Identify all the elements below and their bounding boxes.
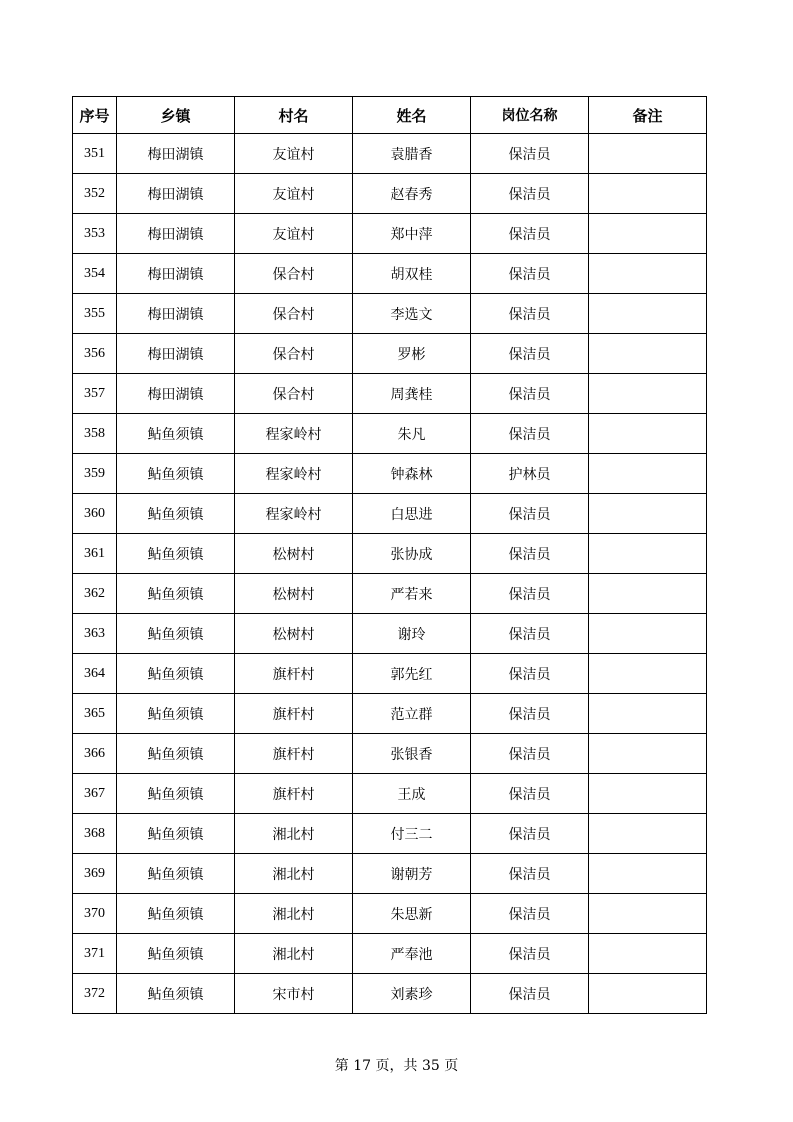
cell-town: 鲇鱼须镇	[117, 734, 235, 774]
table-row	[73, 774, 707, 814]
cell-index: 362	[73, 574, 117, 614]
cell-name: 白思进	[353, 494, 471, 534]
cell-index: 359	[73, 454, 117, 494]
cell-remarks	[589, 494, 707, 534]
cell-index: 356	[73, 334, 117, 374]
table-row	[73, 854, 707, 894]
cell-village: 湘北村	[235, 814, 353, 854]
table-row	[73, 934, 707, 974]
cell-name: 罗彬	[353, 334, 471, 374]
cell-index: 368	[73, 814, 117, 854]
cell-position: 保洁员	[471, 934, 589, 974]
cell-name: 赵春秀	[353, 174, 471, 214]
cell-town: 鲇鱼须镇	[117, 454, 235, 494]
cell-name: 郑中萍	[353, 214, 471, 254]
cell-index: 357	[73, 374, 117, 414]
cell-village: 保合村	[235, 334, 353, 374]
cell-name: 严奉池	[353, 934, 471, 974]
cell-village: 程家岭村	[235, 494, 353, 534]
cell-position: 保洁员	[471, 174, 589, 214]
table-row	[73, 494, 707, 534]
cell-village: 友谊村	[235, 214, 353, 254]
cell-town: 鲇鱼须镇	[117, 934, 235, 974]
cell-position: 保洁员	[471, 894, 589, 934]
cell-position: 保洁员	[471, 334, 589, 374]
cell-index: 367	[73, 774, 117, 814]
cell-name: 钟森林	[353, 454, 471, 494]
cell-village: 宋市村	[235, 974, 353, 1014]
cell-village: 湘北村	[235, 934, 353, 974]
cell-village: 旗杆村	[235, 774, 353, 814]
cell-town: 梅田湖镇	[117, 134, 235, 174]
cell-remarks	[589, 854, 707, 894]
table-row	[73, 334, 707, 374]
cell-name: 李选文	[353, 294, 471, 334]
cell-remarks	[589, 614, 707, 654]
cell-village: 保合村	[235, 254, 353, 294]
table-row	[73, 214, 707, 254]
cell-index: 371	[73, 934, 117, 974]
cell-remarks	[589, 174, 707, 214]
header-remarks: 备注	[589, 97, 707, 134]
cell-village: 保合村	[235, 294, 353, 334]
cell-position: 保洁员	[471, 734, 589, 774]
header-index: 序号	[73, 97, 117, 134]
cell-town: 鲇鱼须镇	[117, 654, 235, 694]
header-name: 姓名	[353, 97, 471, 134]
cell-position: 保洁员	[471, 614, 589, 654]
cell-index: 369	[73, 854, 117, 894]
cell-village: 友谊村	[235, 174, 353, 214]
cell-village: 旗杆村	[235, 654, 353, 694]
cell-name: 郭先红	[353, 654, 471, 694]
cell-name: 张银香	[353, 734, 471, 774]
cell-town: 鲇鱼须镇	[117, 894, 235, 934]
cell-position: 保洁员	[471, 694, 589, 734]
cell-index: 358	[73, 414, 117, 454]
header-town: 乡镇	[117, 97, 235, 134]
cell-remarks	[589, 334, 707, 374]
cell-town: 鲇鱼须镇	[117, 534, 235, 574]
cell-name: 朱思新	[353, 894, 471, 934]
cell-town: 鲇鱼须镇	[117, 614, 235, 654]
cell-remarks	[589, 894, 707, 934]
cell-position: 保洁员	[471, 374, 589, 414]
cell-name: 谢朝芳	[353, 854, 471, 894]
cell-name: 周龚桂	[353, 374, 471, 414]
table-row	[73, 894, 707, 934]
cell-town: 梅田湖镇	[117, 214, 235, 254]
table-row	[73, 454, 707, 494]
cell-remarks	[589, 654, 707, 694]
cell-index: 366	[73, 734, 117, 774]
cell-name: 刘素珍	[353, 974, 471, 1014]
cell-position: 保洁员	[471, 774, 589, 814]
cell-position: 保洁员	[471, 134, 589, 174]
cell-town: 梅田湖镇	[117, 294, 235, 334]
cell-name: 谢玲	[353, 614, 471, 654]
cell-village: 旗杆村	[235, 734, 353, 774]
cell-index: 354	[73, 254, 117, 294]
cell-index: 361	[73, 534, 117, 574]
table-row	[73, 174, 707, 214]
cell-village: 湘北村	[235, 854, 353, 894]
cell-position: 保洁员	[471, 534, 589, 574]
cell-village: 松树村	[235, 574, 353, 614]
cell-name: 严若来	[353, 574, 471, 614]
cell-position: 保洁员	[471, 254, 589, 294]
cell-position: 保洁员	[471, 574, 589, 614]
cell-position: 保洁员	[471, 294, 589, 334]
header-position: 岗位名称	[471, 97, 589, 134]
personnel-table	[72, 96, 707, 1014]
table-row	[73, 974, 707, 1014]
cell-village: 松树村	[235, 614, 353, 654]
table-header	[73, 97, 707, 134]
cell-remarks	[589, 294, 707, 334]
table-row	[73, 654, 707, 694]
cell-town: 鲇鱼须镇	[117, 854, 235, 894]
cell-position: 护林员	[471, 454, 589, 494]
cell-remarks	[589, 134, 707, 174]
cell-name: 付三二	[353, 814, 471, 854]
cell-village: 程家岭村	[235, 414, 353, 454]
cell-position: 保洁员	[471, 414, 589, 454]
cell-name: 张协成	[353, 534, 471, 574]
cell-index: 372	[73, 974, 117, 1014]
cell-index: 355	[73, 294, 117, 334]
cell-remarks	[589, 534, 707, 574]
cell-remarks	[589, 934, 707, 974]
cell-town: 鲇鱼须镇	[117, 414, 235, 454]
cell-index: 364	[73, 654, 117, 694]
cell-index: 365	[73, 694, 117, 734]
cell-position: 保洁员	[471, 814, 589, 854]
cell-name: 袁腊香	[353, 134, 471, 174]
table-row	[73, 254, 707, 294]
cell-remarks	[589, 574, 707, 614]
cell-village: 旗杆村	[235, 694, 353, 734]
cell-remarks	[589, 254, 707, 294]
cell-position: 保洁员	[471, 974, 589, 1014]
cell-name: 王成	[353, 774, 471, 814]
table-row	[73, 614, 707, 654]
cell-town: 梅田湖镇	[117, 334, 235, 374]
cell-index: 352	[73, 174, 117, 214]
cell-town: 鲇鱼须镇	[117, 494, 235, 534]
cell-town: 鲇鱼须镇	[117, 774, 235, 814]
table-row	[73, 534, 707, 574]
cell-index: 353	[73, 214, 117, 254]
cell-remarks	[589, 734, 707, 774]
cell-position: 保洁员	[471, 214, 589, 254]
cell-village: 湘北村	[235, 894, 353, 934]
cell-village: 保合村	[235, 374, 353, 414]
cell-village: 松树村	[235, 534, 353, 574]
table-row	[73, 374, 707, 414]
table-row	[73, 294, 707, 334]
cell-index: 370	[73, 894, 117, 934]
table-row	[73, 694, 707, 734]
cell-index: 363	[73, 614, 117, 654]
cell-remarks	[589, 974, 707, 1014]
cell-village: 程家岭村	[235, 454, 353, 494]
cell-remarks	[589, 454, 707, 494]
page-footer: 第 17 页，共 35 页	[334, 1058, 459, 1074]
cell-remarks	[589, 214, 707, 254]
cell-town: 梅田湖镇	[117, 174, 235, 214]
cell-town: 鲇鱼须镇	[117, 574, 235, 614]
header-row	[73, 97, 707, 134]
cell-name: 范立群	[353, 694, 471, 734]
cell-town: 鲇鱼须镇	[117, 814, 235, 854]
cell-remarks	[589, 774, 707, 814]
cell-town: 梅田湖镇	[117, 254, 235, 294]
cell-position: 保洁员	[471, 494, 589, 534]
cell-town: 鲇鱼须镇	[117, 694, 235, 734]
cell-index: 360	[73, 494, 117, 534]
cell-village: 友谊村	[235, 134, 353, 174]
cell-remarks	[589, 814, 707, 854]
header-village: 村名	[235, 97, 353, 134]
cell-town: 鲇鱼须镇	[117, 974, 235, 1014]
table-row	[73, 574, 707, 614]
cell-remarks	[589, 414, 707, 454]
table-row	[73, 414, 707, 454]
cell-position: 保洁员	[471, 654, 589, 694]
table-row	[73, 814, 707, 854]
cell-index: 351	[73, 134, 117, 174]
table-body	[73, 134, 707, 1014]
table-row	[73, 734, 707, 774]
cell-name: 朱凡	[353, 414, 471, 454]
cell-remarks	[589, 374, 707, 414]
cell-remarks	[589, 694, 707, 734]
cell-position: 保洁员	[471, 854, 589, 894]
table-row	[73, 134, 707, 174]
cell-town: 梅田湖镇	[117, 374, 235, 414]
cell-name: 胡双桂	[353, 254, 471, 294]
